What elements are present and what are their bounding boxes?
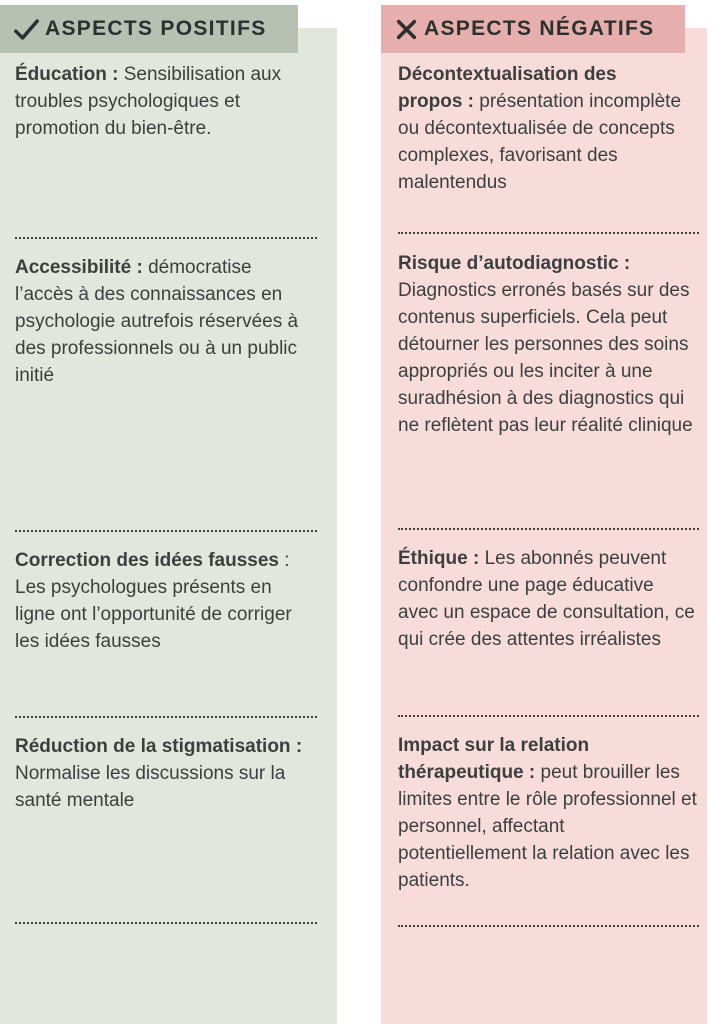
item-term: Correction des idées fausses [15,550,279,571]
item-term: Éthique : [398,548,480,569]
check-icon [13,16,40,43]
list-item [0,532,337,716]
item-text: Diagnostics erronés basés sur des contenus superficiels. Cela peut détourner les personnes des soins appropriés ou les inciter à une suradhésion à des diagnostics qui ne reflètent pas leur réalité clinique [398,280,693,436]
item-term: Réduction de la stigmatisation : [15,736,303,757]
negative-column [381,28,707,1024]
list-item [0,28,337,237]
positive-header [0,5,298,53]
negative-header [381,5,685,53]
dotted-divider [398,925,699,927]
item-text: Sensibilisation aux troubles psychologiques et promotion du bien-être. [15,64,282,139]
item-term: Accessibilité : [15,257,143,278]
positive-column [0,28,337,1024]
list-item [0,239,337,530]
item-text: présentation incomplète ou décontextualisée de concepts complexes, favorisant des malentendus [398,91,682,193]
list-item [0,718,337,922]
item-term: Risque d’autodiagnostic : [398,253,631,274]
list-item [381,28,707,232]
dotted-divider [15,922,317,924]
item-text: Normalise les discussions sur la santé mentale [15,763,286,811]
negative-column-title: ASPECTS NÉGATIFS [424,17,655,40]
list-item [381,530,707,715]
item-text: démocratise l’accès à des connaissances en psychologie autrefois réservées à des professionnels ou à un public initié [15,257,299,386]
positive-column-title: ASPECTS POSITIFS [45,17,267,40]
item-text: : Les psychologues présents en ligne ont l’opportunité de corriger les idées fausses [15,550,292,652]
item-text: peut brouiller les limites entre le rôle professionnel et personnel, affectant potentiellement la relation avec les patients. [398,762,697,891]
item-text: Les abonnés peuvent confondre une page éducative avec un espace de consultation, ce qui crée des attentes irréalistes [398,548,695,650]
item-term: Décontextualisation des propos : [398,64,617,112]
item-term: Impact sur la relation thérapeutique : [398,735,590,783]
list-item [381,234,707,528]
item-term: Éducation : [15,64,119,85]
x-icon [394,17,419,42]
list-item [381,717,707,925]
